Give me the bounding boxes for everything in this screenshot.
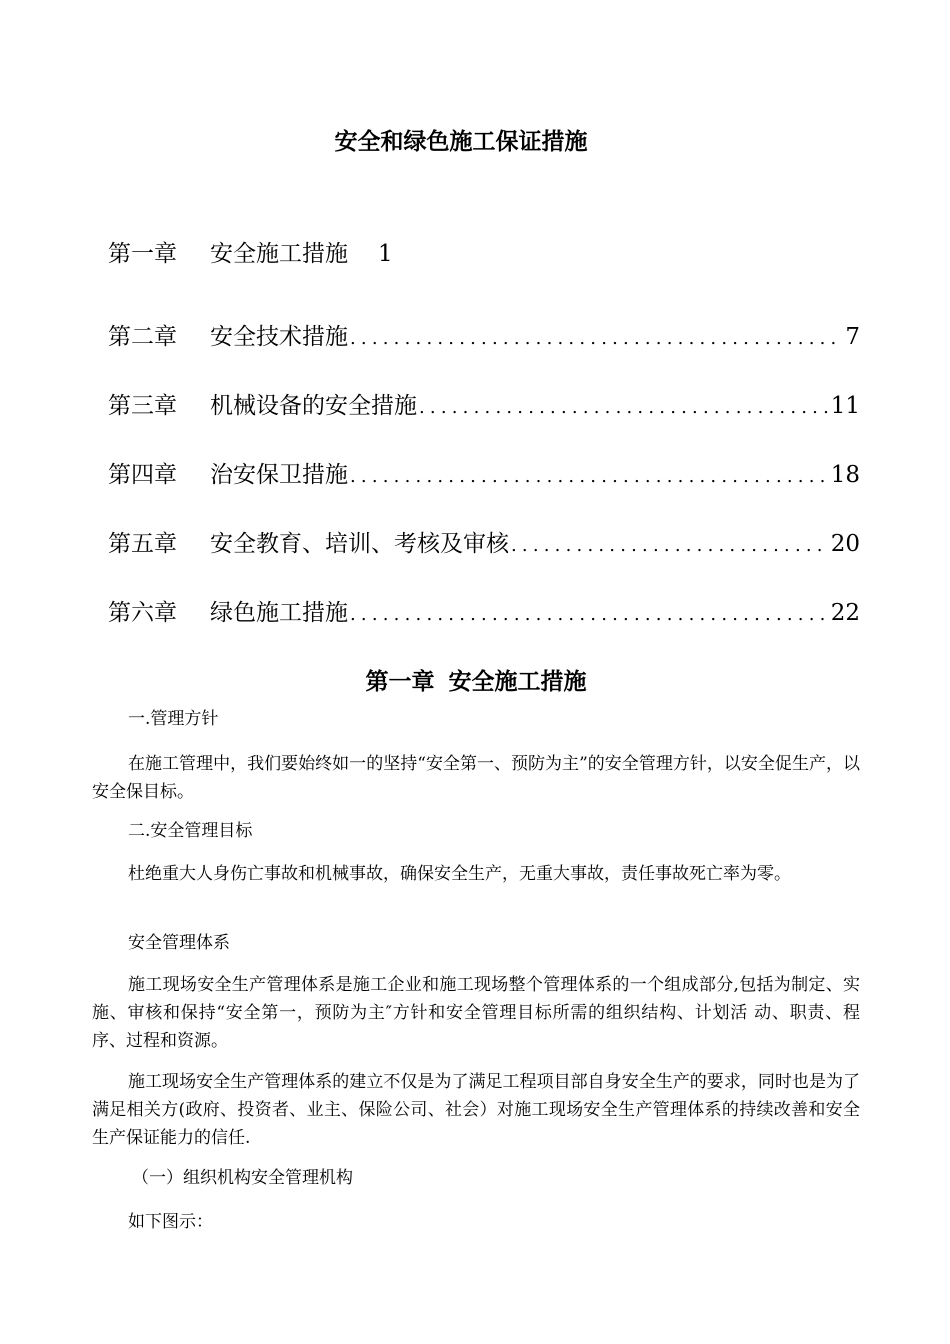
toc-entry[interactable]: [108, 595, 860, 631]
toc-chapter-title: 机械设备的安全措施: [210, 393, 417, 419]
paragraph: 杜绝重大人身伤亡事故和机械事故，确保安全生产，无重大事故，责任事故死亡率为零。: [128, 864, 791, 884]
toc-chapter-number: 第五章: [108, 531, 177, 557]
toc-dot-leader: [348, 321, 843, 357]
toc-chapter-number: 第三章: [108, 393, 177, 419]
subheading-management-policy: 一.管理方针: [128, 709, 219, 729]
subheading-safety-goal: 二.安全管理目标: [128, 821, 253, 841]
section-heading: [0, 664, 950, 700]
subheading-organization: （一）组织机构安全管理机构: [132, 1168, 353, 1188]
toc-dot-leader: [348, 597, 829, 633]
toc-page-number: 11: [830, 393, 860, 419]
subheading-safety-system: 安全管理体系: [128, 933, 230, 953]
paragraph: 施工现场安全生产管理体系的建立不仅是为了满足工程项目部自身安全生产的要求，同时也是为了满足相关方(政府、投资者、业主、保险公司、社会）对施工现场安全生产管理体系的持续改善和安全生产保证能力的信任.: [92, 1072, 860, 1148]
toc-page-number: 20: [830, 531, 860, 557]
toc-chapter-title: 治安保卫措施: [210, 462, 348, 488]
toc-dot-leader: [417, 390, 829, 426]
toc-dot-leader: [348, 459, 829, 495]
paragraph: 在施工管理中，我们要始终如一的坚持“安全第一、预防为主”的安全管理方针，以安全促生产，以安全保目标。: [92, 754, 860, 802]
toc-chapter-number: 第六章: [108, 600, 177, 626]
toc-dot-leader: [509, 528, 829, 564]
toc-entry[interactable]: [108, 457, 860, 493]
document-title: 安全和绿色施工保证措施: [334, 129, 588, 155]
paragraph: 施工现场安全生产管理体系是施工企业和施工现场整个管理体系的一个组成部分,包括为制定、实施、审核和保持“安全第一，预防为主″方针和安全管理目标所需的组织结构、计划活 动、职责、程序、过程和资源。: [92, 975, 860, 1051]
toc-entry[interactable]: [108, 388, 860, 424]
section-chapter-number: 第一章: [365, 669, 435, 695]
toc-chapter-number: 第一章: [108, 241, 177, 267]
toc-page-number: 7: [845, 324, 860, 350]
toc-chapter-title: 安全技术措施: [210, 324, 348, 350]
toc-page-number: 18: [830, 462, 860, 488]
toc-chapter-title: 安全教育、培训、考核及审核: [210, 531, 509, 557]
toc-entry[interactable]: [108, 319, 860, 355]
toc-page-number: 22: [830, 600, 860, 626]
toc-chapter-title: 安全施工措施: [210, 241, 348, 267]
toc-entry[interactable]: [108, 236, 860, 272]
paragraph: 如下图示：: [128, 1212, 213, 1232]
toc-page-number: 1: [378, 241, 393, 267]
section-chapter-title: 安全施工措施: [448, 669, 587, 695]
toc-chapter-number: 第四章: [108, 462, 177, 488]
toc-entry[interactable]: [108, 526, 860, 562]
toc-chapter-title: 绿色施工措施: [210, 600, 348, 626]
toc-chapter-number: 第二章: [108, 324, 177, 350]
